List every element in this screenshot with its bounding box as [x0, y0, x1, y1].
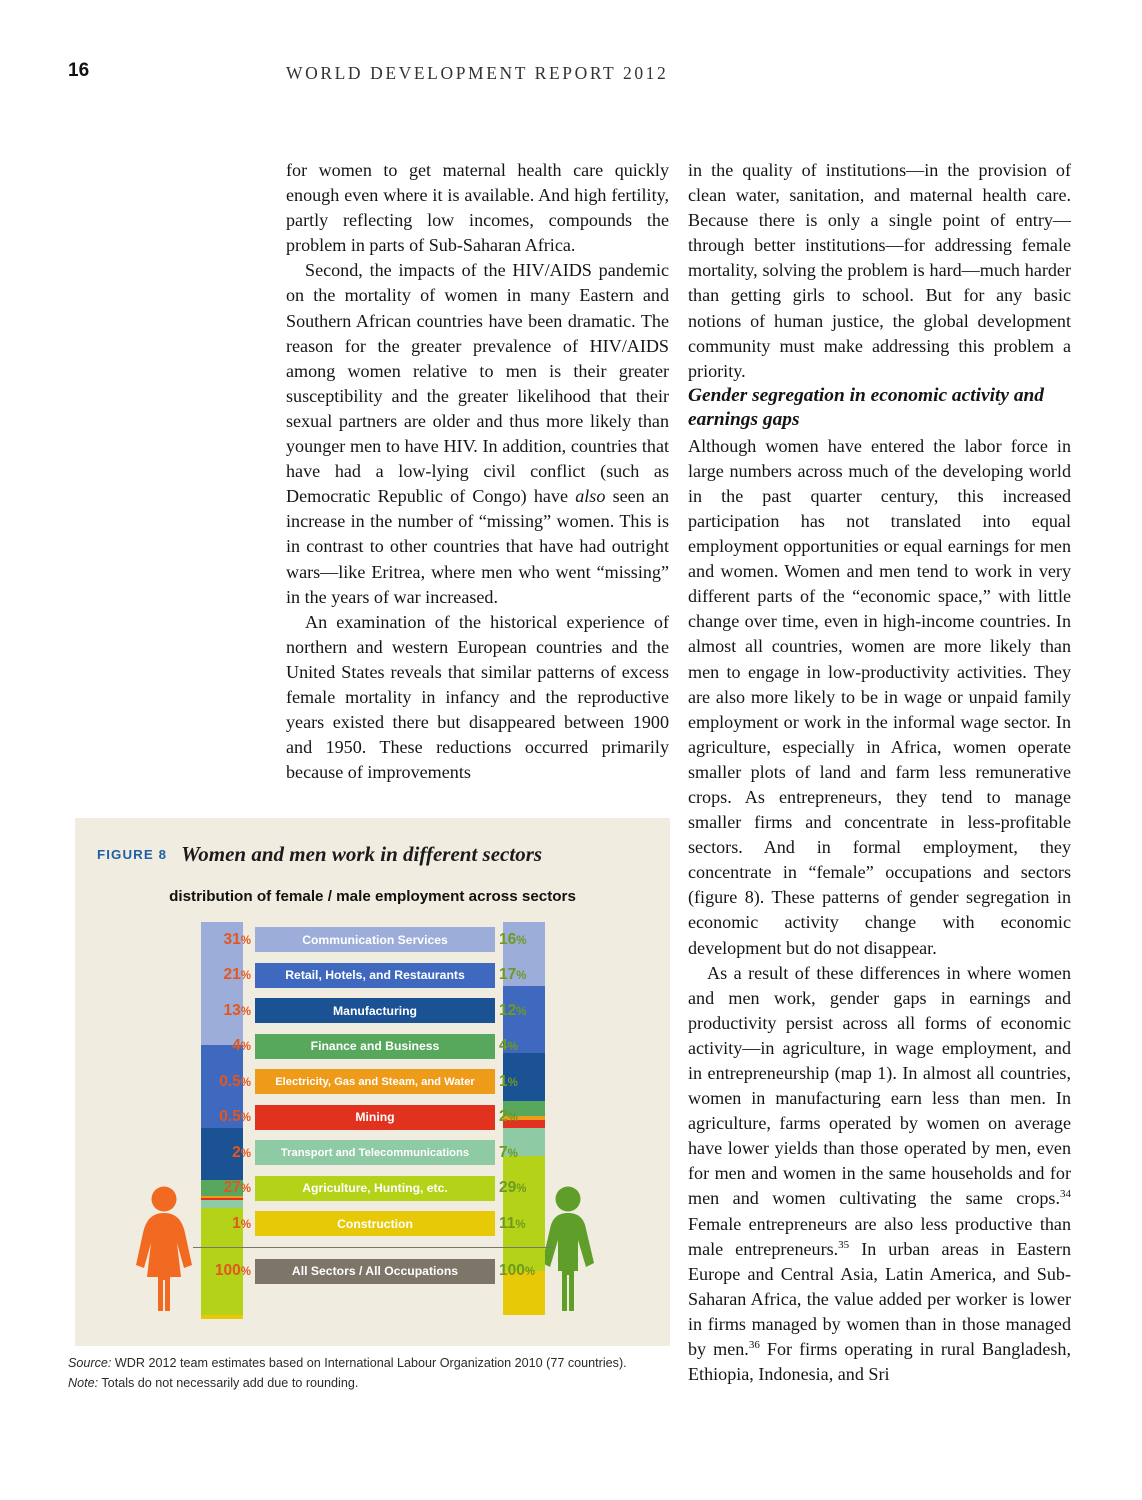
sector-row-list — [214, 922, 536, 1289]
male-percent-total: 100% — [499, 1262, 536, 1280]
figure-header — [97, 842, 542, 867]
source-text: WDR 2012 team estimates based on International Labour Organization 2010 (77 countries). — [114, 1356, 627, 1370]
table-row[interactable] — [219, 1064, 518, 1100]
stack-segment — [503, 1156, 545, 1271]
footnote-ref: 34 — [1060, 1188, 1071, 1201]
table-row[interactable] — [223, 993, 527, 1029]
female-percent: 0.5% — [219, 1072, 251, 1090]
female-percent: 31% — [223, 930, 251, 948]
female-percent: 2% — [232, 1143, 251, 1161]
chart-area — [75, 920, 670, 1318]
sector-bar[interactable]: Electricity, Gas and Steam, and Water — [255, 1069, 495, 1094]
female-percent: 13% — [223, 1001, 251, 1019]
sector-bar[interactable]: Communication Services — [255, 927, 495, 952]
sector-bar[interactable]: Retail, Hotels, and Restaurants — [255, 963, 495, 988]
paragraph: As a result of these differences in where women and men work, gender gaps in earnings and productivity persist across all forms of economic activity—in agriculture, in wage employment, and in entrepreneurship (map 1). In almost all countries, women in manufacturing earn less than men. In agriculture, farms operated by women on average have lower yields than those operated by men, even for men and women in the same households and for men and women cultivating the same crops.$^{34}$ Female entrepreneurs are also less productive than male entrepreneurs.$^{35}$ In urban areas in Eastern Europe and Central Asia, Latin America, and Sub-Saharan Africa, the value added per worker is lower in firms managed by women than in those managed by men.$^{36}$ For firms operating in rural Bangladesh, Ethiopia, Indonesia, and Sri — [688, 962, 1072, 1385]
female-percent: 0.5% — [219, 1108, 251, 1126]
sector-bar[interactable]: Transport and Telecommunications — [255, 1140, 495, 1165]
male-percent: 4% — [499, 1037, 518, 1055]
table-row[interactable] — [223, 922, 527, 958]
figure-subtitle: distribution of female / male employment across sectors — [169, 888, 576, 905]
figure-8 — [75, 818, 670, 1346]
female-percent-total: 100% — [214, 1262, 251, 1280]
female-percent: 21% — [223, 966, 251, 984]
paragraph: for women to get maternal health care quickly enough even where it is available. And high fertility, partly reflecting low incomes, compounds the problem in parts of Sub-Saharan Africa. — [286, 160, 669, 256]
table-row[interactable] — [223, 1171, 527, 1207]
paragraph: An examination of the historical experience of northern and western European countries and the United States reveals that similar patterns of excess female mortality in infancy and the reproductive years existed there but disappeared between 1900 and 1950. These reductions occurred primarily because of improvements — [286, 611, 669, 783]
female-percent: 27% — [223, 1179, 251, 1197]
paragraph: in the quality of institutions—in the provision of clean water, sanitation, and maternal health care. Because there is only a single point of entry—through better institutions—for addressing female mortality, solving the problem is hard—much harder than getting girls to school. But for any basic notions of human justice, the global development community must make addressing this problem a priority. — [688, 160, 1071, 381]
male-percent: 16% — [499, 930, 527, 948]
body-column-left — [286, 158, 669, 785]
female-figure-icon — [133, 1185, 195, 1318]
figure-note — [68, 1374, 688, 1394]
table-row[interactable] — [232, 1206, 526, 1242]
running-head-title: WORLD DEVELOPMENT REPORT 2012 — [286, 63, 669, 83]
note-label: Note: — [68, 1375, 99, 1390]
stack-segment — [201, 1200, 243, 1208]
male-percent: 12% — [499, 1001, 527, 1019]
running-head — [0, 60, 1142, 94]
note-text: Totals do not necessarily add due to rounding. — [101, 1375, 359, 1390]
figure-source — [68, 1354, 688, 1374]
male-figure-icon — [537, 1185, 599, 1318]
female-percent: 1% — [232, 1214, 251, 1232]
sector-bar[interactable]: Construction — [255, 1211, 495, 1236]
section-heading: Gender segregation in economic activity and earnings gaps — [688, 384, 1044, 431]
male-percent: 7% — [499, 1143, 518, 1161]
table-row-total[interactable] — [214, 1254, 536, 1290]
stack-segment — [201, 1315, 243, 1319]
male-percent: 17% — [499, 966, 527, 984]
sector-bar[interactable]: Agriculture, Hunting, etc. — [255, 1176, 495, 1201]
figure-title: Women and men work in different sectors — [181, 842, 543, 866]
totals-divider — [255, 1242, 495, 1254]
footnote-ref: 35 — [838, 1238, 850, 1251]
emphasis: also — [575, 486, 606, 507]
sector-bar[interactable]: Manufacturing — [255, 998, 495, 1023]
sector-bar[interactable]: Mining — [255, 1105, 495, 1130]
female-percent: 4% — [232, 1037, 251, 1055]
male-percent: 11% — [499, 1214, 526, 1232]
table-row[interactable] — [232, 1135, 518, 1171]
paragraph: Second, the impacts of the HIV/AIDS pandemic on the mortality of women in many Eastern and Southern African countries have been dramatic. The reason for the greater prevalence of HIV/AIDS among women relative to men is their greater susceptibility and the greater likelihood that their sexual partners are older and thus more likely than younger men to have HIV. In addition, countries that have had a low-lying civil conflict (such as Democratic Republic of Congo) have also seen an increase in the number of “missing” women. This is in contrast to other countries that have had outright wars—like Eritrea, where men who went “missing” in the years of war increased. — [286, 260, 669, 607]
page-number: 16 — [68, 60, 90, 81]
body-column-right — [688, 158, 1071, 1387]
footnote-ref: 36 — [748, 1339, 760, 1351]
table-row[interactable] — [232, 1029, 518, 1065]
source-label: Source: — [68, 1356, 112, 1370]
table-row[interactable] — [219, 1100, 518, 1136]
sector-bar-total[interactable]: All Sectors / All Occupations — [255, 1259, 495, 1284]
figure-number: FIGURE 8 — [97, 847, 168, 862]
figure-source-note — [68, 1354, 688, 1393]
male-percent: 29% — [499, 1179, 527, 1197]
table-row[interactable] — [223, 958, 527, 994]
male-percent: 2% — [499, 1108, 518, 1126]
paragraph: Although women have entered the labor force in large numbers across much of the developing world in the past quarter century, this increased participation has not translated into equal employment opportunities or equal earnings for men and women. Women and men tend to work in very different parts of the “economic space,” with little change over time, even in high-income countries. In almost all countries, women are more likely than men to engage in low-productivity activities. They are also more likely to be in wage or unpaid family employment or work in the informal wage sector. In agriculture, especially in Africa, women operate smaller plots of land and farm less remunerative crops. As entrepreneurs, they tend to manage smaller firms and concentrate in less-profitable sectors. And in formal employment, they concentrate in “female” occupations and sectors (figure 8). These patterns of gender segregation in economic activity change with economic development but do not disappear. — [688, 435, 1071, 958]
male-percent: 1% — [499, 1072, 518, 1090]
sector-bar[interactable]: Finance and Business — [255, 1034, 495, 1059]
